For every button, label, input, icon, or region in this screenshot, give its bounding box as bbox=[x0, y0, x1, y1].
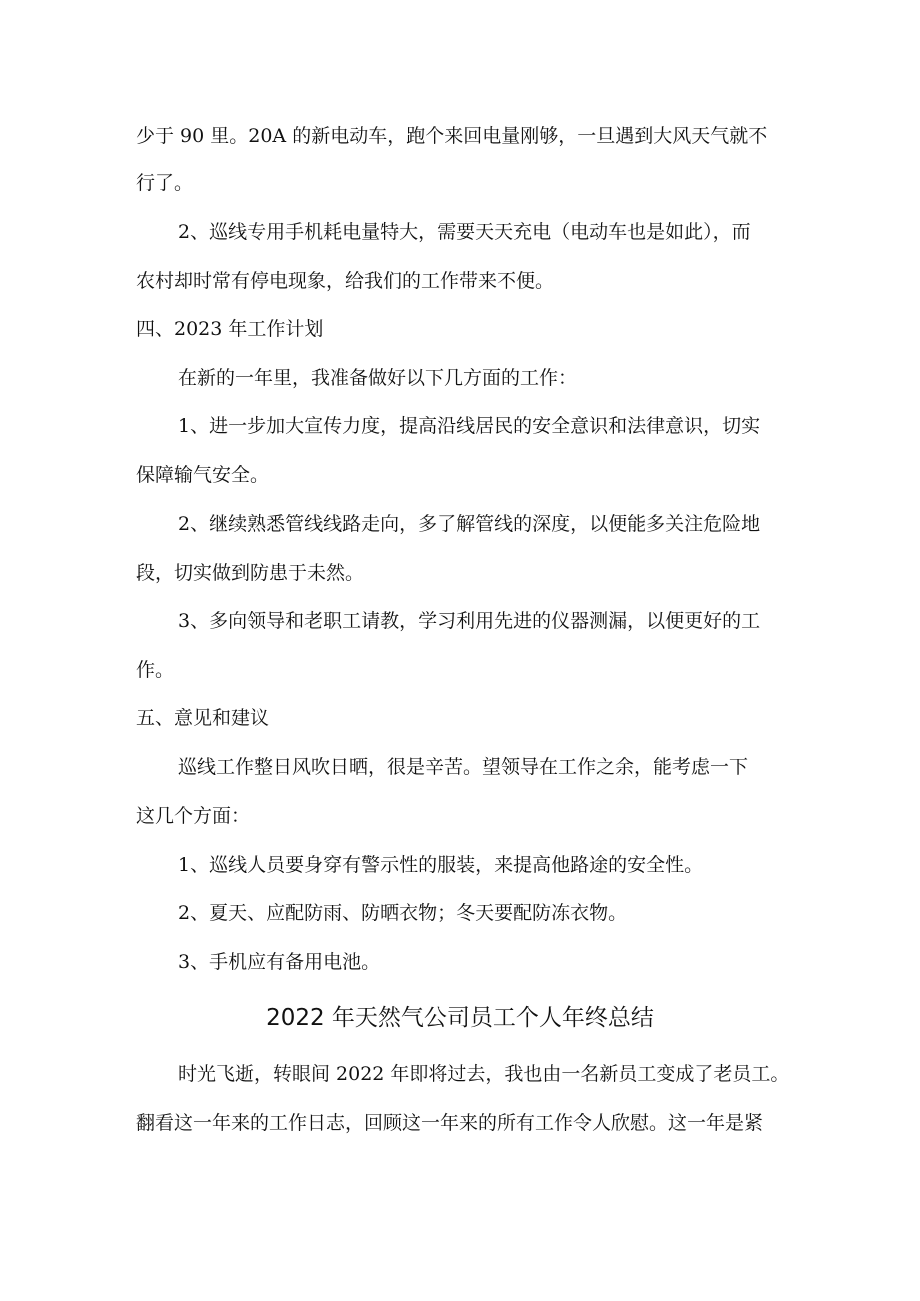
text-line: 这几个方面： bbox=[136, 805, 251, 827]
text-line: 1、进一步加大宣传力度，提高沿线居民的安全意识和法律意识，切实 bbox=[178, 415, 761, 437]
section-heading: 五、意见和建议 bbox=[136, 707, 270, 729]
section-heading: 四、2023 年工作计划 bbox=[136, 318, 324, 340]
document-title: 2022 年天然气公司员工个人年终总结 bbox=[266, 1005, 654, 1031]
text-line: 农村却时常有停电现象，给我们的工作带来不便。 bbox=[136, 270, 555, 292]
text-line: 3、多向领导和老职工请教，学习利用先进的仪器测漏，以便更好的工 bbox=[178, 610, 761, 632]
text-line: 2、继续熟悉管线线路走向，多了解管线的深度，以便能多关注危险地 bbox=[178, 513, 761, 535]
text-line: 作。 bbox=[136, 659, 175, 681]
text-line: 巡线工作整日风吹日晒，很是辛苦。望领导在工作之余，能考虑一下 bbox=[178, 756, 749, 778]
text-line: 保障输气安全。 bbox=[136, 464, 270, 486]
text-line: 段，切实做到防患于未然。 bbox=[136, 562, 365, 584]
text-line: 1、巡线人员要身穿有警示性的服装，来提高他路途的安全性。 bbox=[178, 854, 704, 876]
paragraph-line: 翻看这一年来的工作日志，回顾这一年来的所有工作令人欣慰。这一年是紧 bbox=[136, 1112, 764, 1134]
text-line: 3、手机应有备用电池。 bbox=[178, 951, 381, 973]
text-line: 2、夏天、应配防雨、防晒衣物；冬天要配防冻衣物。 bbox=[178, 902, 628, 924]
text-line: 行了。 bbox=[136, 172, 194, 194]
paragraph-line: 时光飞逝，转眼间 2022 年即将过去，我也由一名新员工变成了老员工。 bbox=[178, 1063, 790, 1085]
text-line: 2、巡线专用手机耗电量特大，需要天天充电（电动车也是如此），而 bbox=[178, 221, 751, 243]
text-line: 在新的一年里，我准备做好以下几方面的工作： bbox=[178, 367, 578, 389]
text-line: 少于 90 里。20A 的新电动车，跑个来回电量刚够，一旦遇到大风天气就不 bbox=[136, 125, 768, 147]
